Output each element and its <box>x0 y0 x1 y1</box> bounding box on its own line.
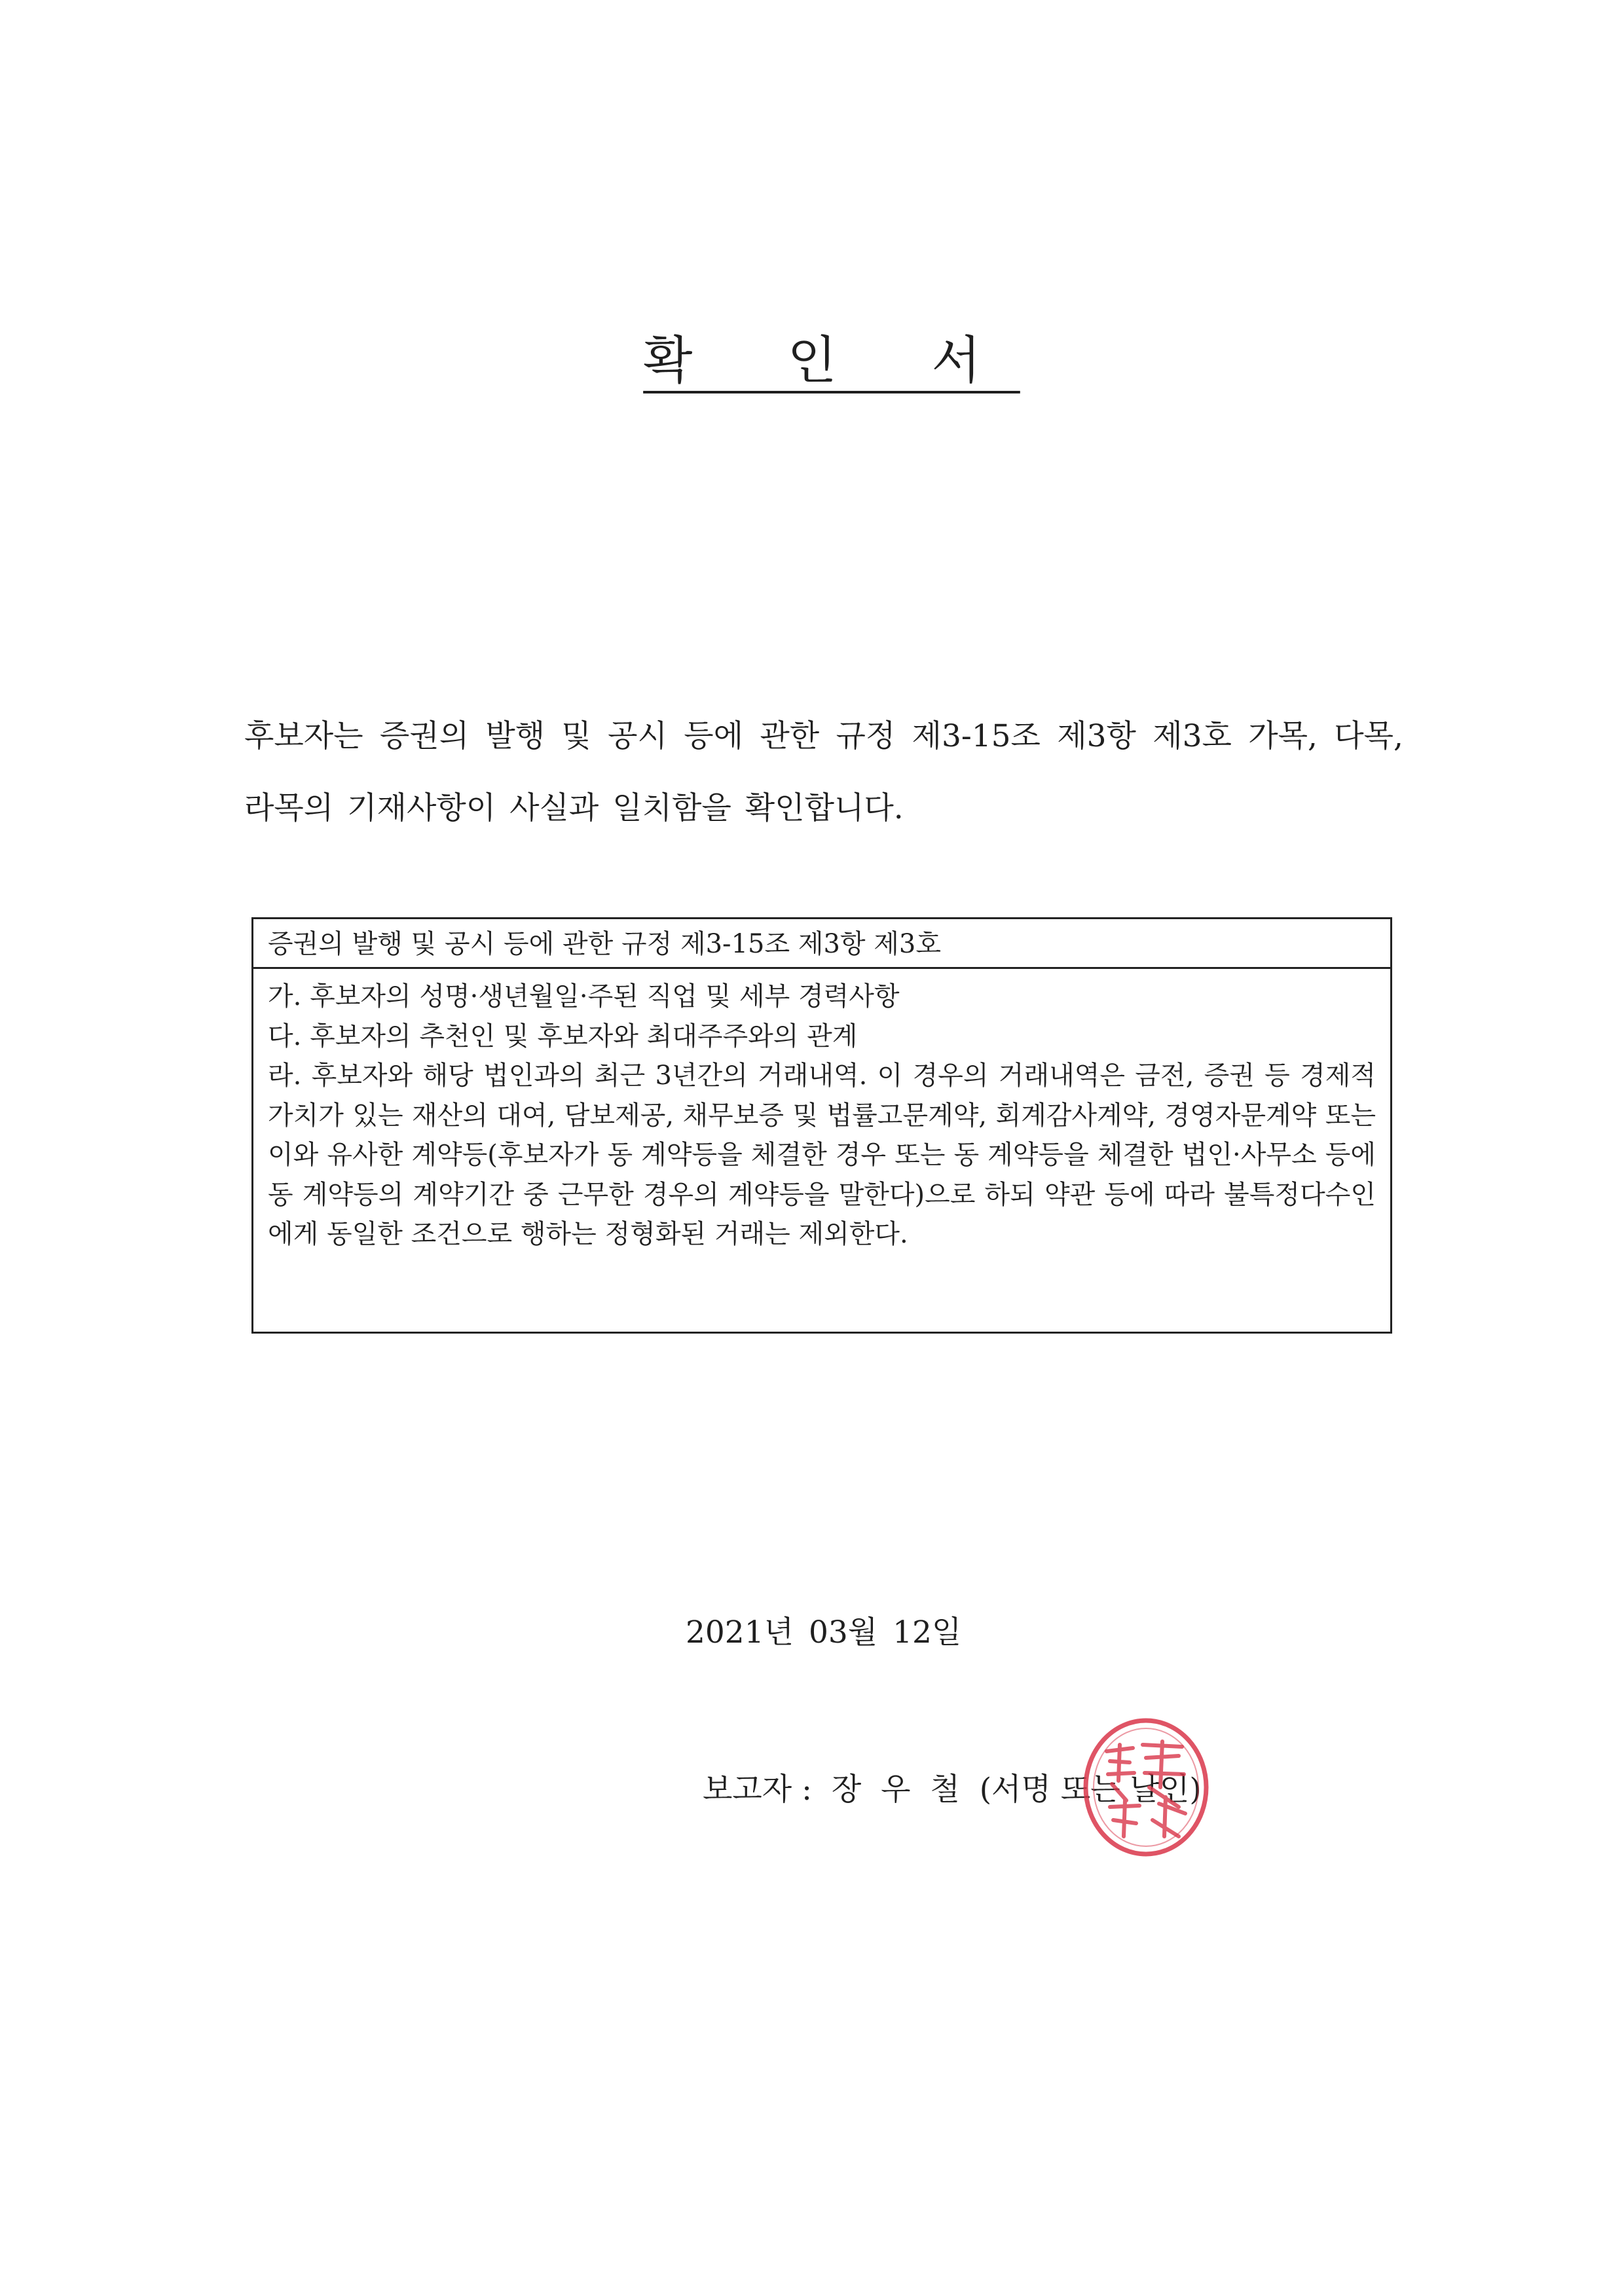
regulation-item-ra: 라. 후보자와 해당 법인과의 최근 3년간의 거래내역. 이 경우의 거래내역은 금전, 증권 등 경제적 가치가 있는 재산의 대여, 담보제공, 채무보증 및 법률고문계약, 회계감사계약, 경영자문계약 또는 이와 유사한 계약등(후보자가 동 계약등을 체결한 경우 또는 동 계약등을 체결한 법인·사무소 등에 동 계약등의 계약기간 중 근무한 경우의 계약등을 말한다)으로 하되 약관 등에 따라 불특정다수인에게 동일한 조건으로 행하는 정형화된 거래는 제외한다. <box>268 1061 1376 1249</box>
document-title-text: 확 인 서 <box>643 331 1020 390</box>
regulation-box <box>251 917 1392 1334</box>
document-date: 2021년 03월 12일 <box>686 1614 962 1650</box>
regulation-box-body <box>253 969 1390 1254</box>
seal-stamp-icon <box>1080 1715 1211 1859</box>
reporter-signature-line: 보고자 : 장 우 철 (서명 또는 날인) <box>703 1772 1202 1808</box>
regulation-box-header: 증권의 발행 및 공시 등에 관한 규정 제3-15조 제3항 제3호 <box>253 919 1390 969</box>
document-title <box>0 331 1624 392</box>
confirmation-statement: 후보자는 증권의 발행 및 공시 등에 관한 규정 제3-15조 제3항 제3호 가목, 다목, 라목의 기재사항이 사실과 일치함을 확인합니다. <box>244 718 1403 826</box>
regulation-item-da: 다. 후보자의 추천인 및 후보자와 최대주주와의 관계 <box>268 1021 858 1051</box>
regulation-item-ga: 가. 후보자의 성명·생년월일·주된 직업 및 세부 경력사항 <box>268 981 900 1011</box>
